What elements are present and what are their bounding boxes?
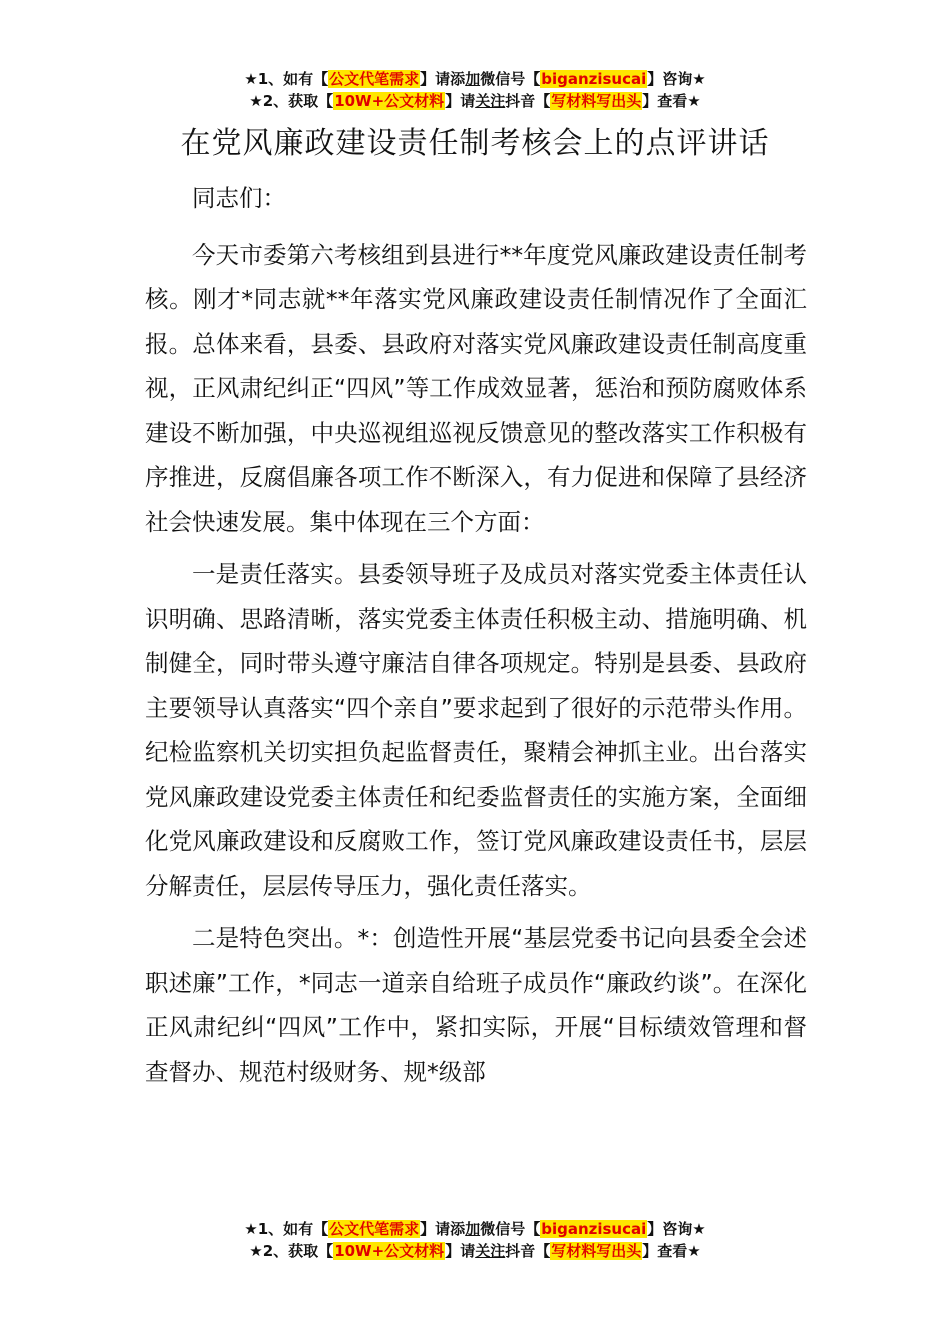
banner-highlight: 公文代笔需求 [329,1220,420,1238]
salutation: 同志们： [192,184,286,212]
footer-banner [0,1218,950,1262]
banner-highlight: 10W+公文材料 [334,1242,445,1260]
banner-text: 微信号【 [480,1220,541,1238]
banner-underlined-text: 加 [465,1220,481,1238]
banner-douyin-account: 写材料写出头 [551,92,642,110]
banner-text: 】请 [445,1242,476,1260]
banner-highlight: 公文代笔需求 [329,70,420,88]
banner-line-2 [0,1240,950,1262]
banner-text: 】请 [445,92,476,110]
banner-text: 】咨询★ [647,1220,706,1238]
banner-wechat-id: biganzisucai [541,70,647,88]
banner-text: ★1、如有【 [244,70,329,88]
banner-underlined-text: 关注 [475,92,506,110]
banner-highlight: 10W+公文材料 [334,92,445,110]
paragraph-features: 二是特色突出。*：创造性开展“基层党委书记向县委全会述职述廉”工作，*同志一道亲自给班子成员作“廉政约谈”。在深化正风肃纪纠“四风”工作中，紧扣实际，开展“目标绩效管理和督查督办、规范村级财务、规*级部 [145,924,807,1086]
banner-line-2 [0,90,950,112]
banner-text: 】请添 [420,70,466,88]
banner-text: 】请添 [420,1220,466,1238]
document-title: 在党风廉政建设责任制考核会上的点评讲话 [180,126,770,161]
banner-text: ★2、获取【 [249,92,334,110]
banner-wechat-id: biganzisucai [541,1220,647,1238]
paragraph-responsibility: 一是责任落实。县委领导班子及成员对落实党委主体责任认识明确、思路清晰，落实党委主体责任积极主动、措施明确、机制健全，同时带头遵守廉洁自律各项规定。特别是县委、县政府主要领导认真落实“四个亲自”要求起到了很好的示范带头作用。纪检监察机关切实担负起监督责任，聚精会神抓主业。出台落实党风廉政建设党委主体责任和纪委监督责任的实施方案，全面细化党风廉政建设和反腐败工作，签订党风廉政建设责任书，层层分解责任，层层传导压力，强化责任落实。 [145,560,807,900]
banner-text: ★1、如有【 [244,1220,329,1238]
banner-text: 微信号【 [480,70,541,88]
banner-line-1 [0,1218,950,1240]
banner-text: 抖音【 [505,1242,551,1260]
banner-line-1 [0,68,950,90]
header-banner [0,68,950,112]
paragraph-overview: 今天市委第六考核组到县进行**年度党风廉政建设责任制考核。刚才*同志就**年落实党风廉政建设责任制情况作了全面汇报。总体来看，县委、县政府对落实党风廉政建设责任制高度重视，正风肃纪纠正“四风”等工作成效显著，惩治和预防腐败体系建设不断加强，中央巡视组巡视反馈意见的整改落实工作积极有序推进，反腐倡廉各项工作不断深入，有力促进和保障了县经济社会快速发展。集中体现在三个方面： [145,240,807,536]
banner-text: ★2、获取【 [249,1242,334,1260]
banner-text: 】查看★ [642,92,701,110]
banner-text: 】咨询★ [647,70,706,88]
banner-text: 抖音【 [505,92,551,110]
document-body [145,176,807,1102]
banner-text: 】查看★ [642,1242,701,1260]
banner-douyin-account: 写材料写出头 [551,1242,642,1260]
banner-underlined-text: 加 [465,70,481,88]
banner-underlined-text: 关注 [475,1242,506,1260]
